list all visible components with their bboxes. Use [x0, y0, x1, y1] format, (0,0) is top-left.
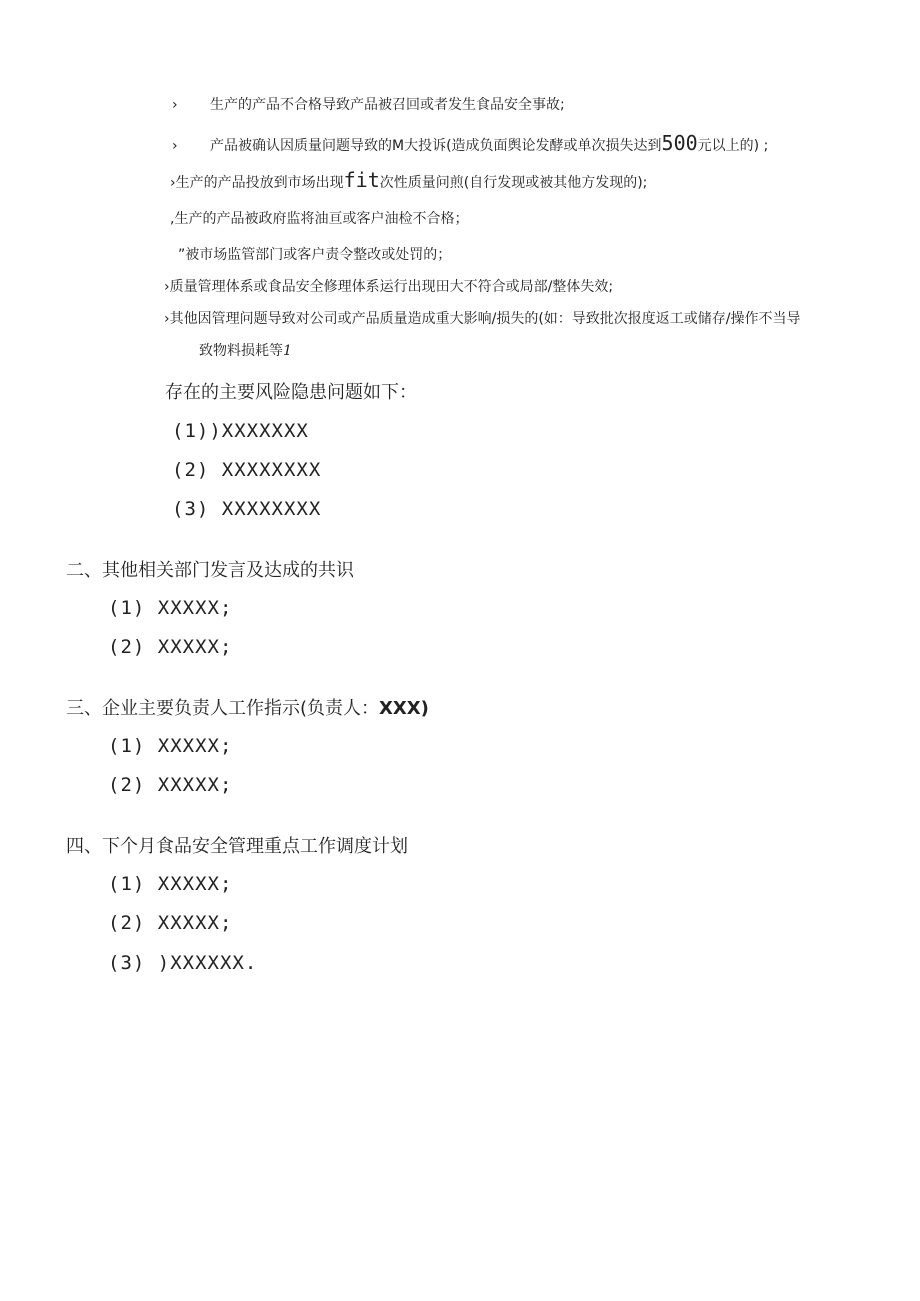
risk-item-text: 生产的产品不合格导致产品被召回或者发生食品安全事故; [210, 97, 565, 113]
section-title: 二、其他相关部门发言及达成的共识 [66, 560, 354, 581]
risk-item [164, 308, 801, 328]
section-item: (2) XXXXX; [108, 912, 233, 934]
risk-item-text: ,生产的产品被政府监将油亘或客户油检不合格； [170, 211, 469, 227]
risk-item-text: ›其他因管理问题导致对公司或产品质量造成重大影响/损失的(如：导致批次报度返工或储存/操作不当导 [164, 311, 801, 327]
section-item: (2) XXXXX; [108, 636, 233, 658]
amount: 500 [661, 131, 698, 155]
bullet: › [172, 138, 178, 154]
risk-heading: 存在的主要风险隐患问题如下： [165, 382, 417, 403]
section-title-text: 三、企业主要负责人工作指示(负责人： [66, 698, 380, 719]
bullet: › [172, 97, 178, 113]
section-item: (1) XXXXX; [108, 735, 233, 757]
risk-list-item: (2) XXXXXXXX [172, 459, 322, 481]
section-title: 四、下个月食品安全管理重点工作调度计划 [66, 836, 408, 857]
risk-item [170, 168, 647, 192]
risk-list-item: (1))XXXXXXX [172, 420, 309, 442]
risk-item [164, 276, 613, 296]
section-title [66, 694, 429, 720]
risk-item-continuation [199, 340, 292, 360]
risk-item [172, 94, 565, 114]
odd-glyph: fit [343, 168, 380, 192]
risk-item [178, 244, 451, 264]
risk-list-item: (3) XXXXXXXX [172, 498, 322, 520]
risk-item [170, 208, 468, 228]
section-item: (2) XXXXX; [108, 774, 233, 796]
italic-digit: 1 [283, 343, 292, 359]
risk-item-text: ”被市场监管部门或客户责令整改或处罚的； [178, 247, 452, 263]
risk-item-text: ›质量管理体系或食品安全修理体系运行出现田大不符合或局部/整体失效; [164, 279, 614, 295]
risk-item-text-tail: 次性质量问煎(自行发现或被其他方发现的); [379, 175, 648, 191]
risk-item-text: 产品被确认因质量问题导致的M大投诉(造成负面舆论发酵或单次损失达到 [210, 138, 662, 154]
risk-item-text: ›生产的产品投放到市场出现 [170, 175, 344, 191]
risk-item-text-tail: 元以上的) ; [697, 138, 769, 154]
section-item: (1) XXXXX; [108, 597, 233, 619]
section-item: (1) XXXXX; [108, 873, 233, 895]
risk-item-text: 致物料损耗等 [199, 343, 283, 359]
section-item: (3) )XXXXXX. [108, 952, 258, 974]
responsible-person: XXX) [379, 698, 429, 719]
risk-item [172, 131, 768, 155]
